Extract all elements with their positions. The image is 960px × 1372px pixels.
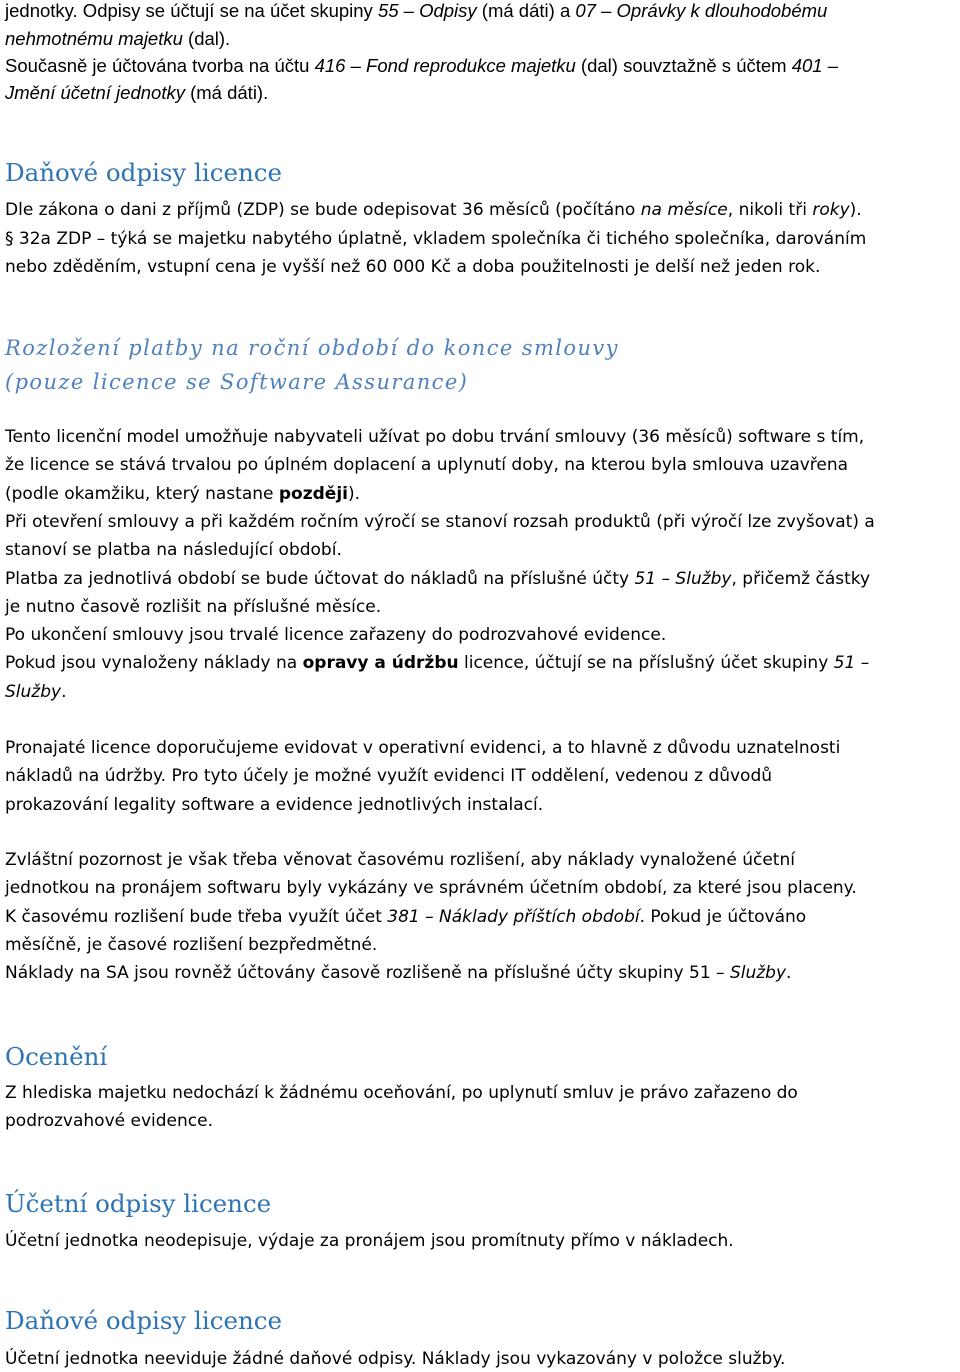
text-run: ).: [347, 483, 361, 504]
intro-line-2: [5, 26, 230, 52]
paragraph-line: [5, 679, 66, 705]
text-run: 07 – Oprávky k dlouhodobému: [575, 0, 828, 21]
text-run: 401 –: [791, 55, 839, 76]
paragraph-line: [5, 960, 791, 986]
intro-line-4: [5, 80, 268, 106]
heading-oceneni: Ocenění: [5, 1042, 108, 1071]
text-run: Současně je účtována tvorba na účtu: [5, 55, 315, 76]
text-run: je nutno časově rozlišit na příslušné měsíce.: [5, 596, 382, 617]
paragraph-line: [5, 537, 342, 563]
text-run: Jmění účetní jednotky: [5, 82, 185, 103]
text-run: (má dáti).: [184, 82, 269, 103]
paragraph-line: [5, 594, 381, 620]
text-run: že licence se stává trvalou po úplném doplacení a uplynutí doby, na kterou byla smlouva uzavřena: [5, 455, 849, 476]
sec4-line-1: Účetní jednotka neodepisuje, výdaje za pronájem jsou promítnuty přímo v nákladech.: [5, 1231, 734, 1251]
text-run: roky: [812, 200, 850, 220]
paragraph-line: [5, 566, 870, 592]
sec1-line-1: [5, 197, 862, 223]
text-run: Dle zákona o dani z příjmů (ZDP) se bude odepisovat 36 měsíců (počítáno: [5, 200, 641, 220]
paragraph-line: [5, 481, 360, 507]
paragraph-line: [5, 932, 377, 958]
text-run: 51 – Služby: [634, 568, 732, 589]
text-run: Náklady na SA jsou rovněž účtovány časově rozlišeně na příslušné účty skupiny 51 –: [5, 963, 730, 984]
sec3-line-1: Z hlediska majetku nedochází k žádnému oceňování, po uplynutí smluv je právo zařazeno do: [5, 1083, 798, 1103]
paragraph-line: nákladů na údržby. Pro tyto účely je možné využít evidenci IT oddělení, vedenou z důvodů: [5, 766, 773, 787]
text-run: Služby: [5, 681, 62, 702]
text-run: (podle okamžiku, který nastane: [5, 483, 279, 504]
sec5-line-1: Účetní jednotka neeviduje žádné daňové odpisy. Náklady jsou vykazovány v položce služby.: [5, 1349, 786, 1369]
text-run: licence, účtují se na příslušný účet skupiny: [458, 653, 834, 674]
text-run: Služby: [729, 963, 787, 984]
paragraph-line: [5, 875, 857, 901]
paragraph-line: [5, 622, 666, 648]
text-run: 416 – Fond reprodukce majetku: [314, 55, 576, 76]
text-run: stanoví se platba na následující období.: [5, 540, 342, 561]
paragraph-line: [5, 847, 795, 873]
text-run: na měsíce: [640, 200, 728, 220]
text-run: (dal).: [182, 28, 231, 49]
text-run: , nikoli tři: [727, 200, 813, 220]
text-run: 55 – Odpisy: [377, 0, 477, 21]
paragraph-line: [5, 650, 869, 676]
text-run: jednotkou na pronájem softwaru byly vykázány ve správném účetním období, za které jsou placeny.: [5, 878, 857, 899]
text-run: Pokud jsou vynaloženy náklady na: [5, 653, 303, 674]
heading-danove-odpisy-2: Daňové odpisy licence: [5, 1306, 282, 1335]
text-run: . Pokud je účtováno: [639, 906, 807, 927]
intro-line-3: [5, 53, 838, 79]
text-run: .: [61, 681, 67, 702]
paragraph-line: [5, 509, 875, 535]
text-run: (má dáti) a: [476, 0, 576, 21]
text-run: Při otevření smlouvy a při každém ročním výročí se stanoví rozsah produktů (při výročí lze zvyšovat) a: [5, 511, 875, 532]
paragraph-line: [5, 424, 864, 450]
text-run: jednotky. Odpisy se účtují se na účet skupiny: [5, 0, 378, 21]
text-run: později: [278, 483, 348, 504]
paragraph-line: [5, 904, 806, 930]
text-run: Platba za jednotlivá období se bude účtovat do nákladů na příslušné účty: [5, 568, 635, 589]
heading-danove-odpisy: Daňové odpisy licence: [5, 158, 282, 187]
text-run: nehmotnému majetku: [5, 28, 183, 49]
text-run: měsíčně, je časové rozlišení bezpředmětné.: [5, 934, 378, 955]
paragraph-line: prokazování legality software a evidence jednotlivých instalací.: [5, 794, 544, 815]
text-run: opravy a údržbu: [302, 653, 459, 674]
text-run: K časovému rozlišení bude třeba využít účet: [5, 906, 388, 927]
text-run: 381 – Náklady příštích období: [387, 906, 640, 927]
intro-line-1: [5, 0, 827, 24]
text-run: .: [786, 963, 792, 984]
text-run: , přičemž částky: [731, 568, 871, 589]
text-run: 51 –: [833, 653, 870, 674]
text-run: (dal) souvztažně s účtem: [575, 55, 792, 76]
text-run: Tento licenční model umožňuje nabyvateli užívat po dobu trvání smlouvy (36 měsíců) software s tím,: [5, 427, 865, 447]
text-run: Po ukončení smlouvy jsou trvalé licence zařazeny do podrozvahové evidence.: [5, 625, 667, 646]
heading-ucetni-odpisy: Účetní odpisy licence: [5, 1189, 272, 1218]
paragraph-line: [5, 452, 848, 478]
text-run: ).: [849, 200, 862, 220]
paragraph-line: Pronajaté licence doporučujeme evidovat v operativní evidenci, a to hlavně z důvodu uznatelnosti: [5, 738, 841, 758]
heading-rozlozeni-platby: Rozložení platby na roční období do konce smlouvy: [5, 336, 619, 360]
sec1-line-2: § 32a ZDP – týká se majetku nabytého úplatně, vkladem společníka či tichého společníka, darováním: [5, 229, 867, 249]
sec1-line-3: nebo zděděním, vstupní cena je vyšší než 60 000 Kč a doba použitelnosti je delší než jeden rok.: [5, 257, 821, 277]
heading-software-assurance: (pouze licence se Software Assurance): [5, 370, 469, 394]
text-run: Zvláštní pozornost je však třeba věnovat časovému rozlišení, aby náklady vynaložené účetní: [5, 850, 795, 870]
sec3-line-2: podrozvahové evidence.: [5, 1111, 213, 1131]
